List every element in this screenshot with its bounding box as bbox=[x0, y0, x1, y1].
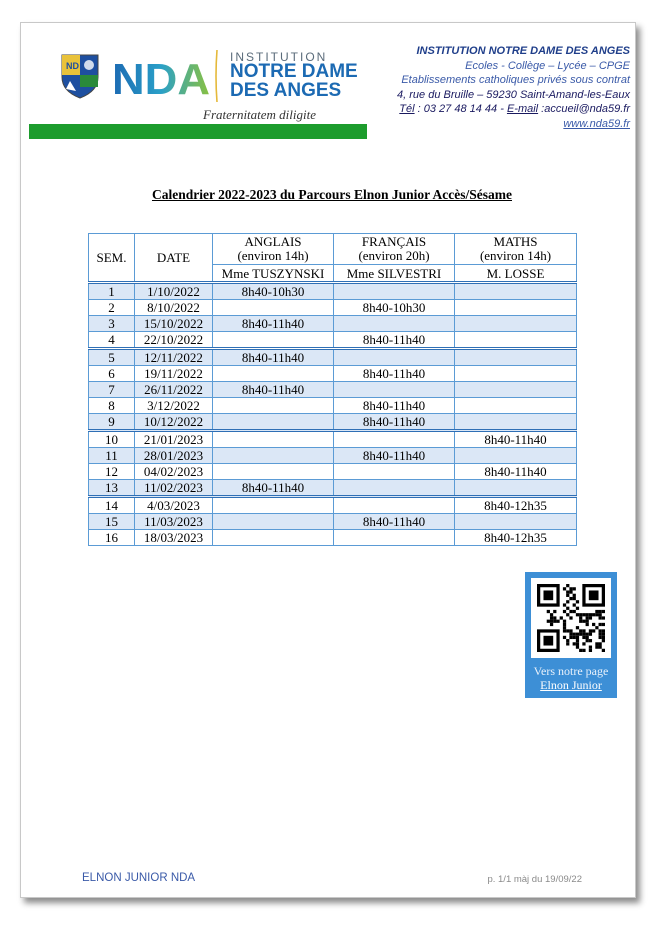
cell-date: 3/12/2022 bbox=[135, 398, 213, 414]
table-row bbox=[89, 349, 577, 366]
header-maths-label: MATHS bbox=[493, 234, 538, 249]
tel-label: Tél bbox=[399, 103, 415, 115]
cell-francais bbox=[334, 316, 455, 332]
table-row bbox=[89, 300, 577, 316]
table-row bbox=[89, 464, 577, 480]
cell-sem: 5 bbox=[89, 349, 135, 366]
cell-francais bbox=[334, 480, 455, 497]
cell-date: 26/11/2022 bbox=[135, 382, 213, 398]
cell-anglais bbox=[213, 448, 334, 464]
calendar-table bbox=[88, 233, 577, 546]
teacher-francais: Mme SILVESTRI bbox=[334, 265, 455, 283]
cell-francais: 8h40-11h40 bbox=[334, 366, 455, 382]
nda-logo bbox=[112, 56, 210, 98]
cell-sem: 10 bbox=[89, 431, 135, 448]
cell-francais: 8h40-10h30 bbox=[334, 300, 455, 316]
cell-francais: 8h40-11h40 bbox=[334, 332, 455, 349]
cell-date: 18/03/2023 bbox=[135, 530, 213, 546]
table-row bbox=[89, 316, 577, 332]
header-francais-label: FRANÇAIS bbox=[361, 234, 427, 249]
cell-maths bbox=[455, 382, 577, 398]
cell-anglais: 8h40-11h40 bbox=[213, 349, 334, 366]
cell-anglais bbox=[213, 366, 334, 382]
table-header-row bbox=[89, 234, 577, 265]
institution-name-line2: DES ANGES bbox=[230, 80, 342, 101]
cell-date: 12/11/2022 bbox=[135, 349, 213, 366]
cell-date: 1/10/2022 bbox=[135, 283, 213, 300]
coat-of-arms-icon bbox=[60, 53, 100, 99]
contact-block bbox=[380, 44, 630, 131]
cell-francais bbox=[334, 530, 455, 546]
cell-anglais: 8h40-10h30 bbox=[213, 283, 334, 300]
table-row bbox=[89, 480, 577, 497]
cell-date: 21/01/2023 bbox=[135, 431, 213, 448]
cell-date: 15/10/2022 bbox=[135, 316, 213, 332]
cell-maths bbox=[455, 398, 577, 414]
qr-caption: Vers notre page bbox=[533, 664, 609, 678]
email-value[interactable]: :accueil@nda59.fr bbox=[538, 103, 630, 115]
cell-anglais: 8h40-11h40 bbox=[213, 480, 334, 497]
cell-anglais bbox=[213, 464, 334, 480]
cell-date: 28/01/2023 bbox=[135, 448, 213, 464]
institution-label: INSTITUTION bbox=[230, 50, 328, 64]
motto: Fraternitatem diligite bbox=[203, 107, 317, 122]
cell-maths bbox=[455, 414, 577, 431]
cell-maths: 8h40-11h40 bbox=[455, 431, 577, 448]
contact-title: INSTITUTION NOTRE DAME DES ANGES bbox=[416, 45, 630, 57]
cell-sem: 8 bbox=[89, 398, 135, 414]
header-maths bbox=[455, 234, 577, 265]
logo-divider bbox=[215, 50, 218, 102]
cell-anglais bbox=[213, 514, 334, 530]
table-body bbox=[89, 283, 577, 546]
header-anglais bbox=[213, 234, 334, 265]
institution-name bbox=[230, 62, 358, 100]
table-row bbox=[89, 497, 577, 514]
cell-maths: 8h40-12h35 bbox=[455, 530, 577, 546]
contact-status: Etablissements catholiques privés sous contrat bbox=[401, 74, 630, 86]
cell-date: 4/03/2023 bbox=[135, 497, 213, 514]
cell-sem: 6 bbox=[89, 366, 135, 382]
teacher-maths: M. LOSSE bbox=[455, 265, 577, 283]
cell-sem: 4 bbox=[89, 332, 135, 349]
cell-date: 04/02/2023 bbox=[135, 464, 213, 480]
cell-francais: 8h40-11h40 bbox=[334, 398, 455, 414]
cell-maths bbox=[455, 283, 577, 300]
institution-name-line1: NOTRE DAME bbox=[230, 61, 358, 82]
cell-anglais bbox=[213, 530, 334, 546]
cell-anglais bbox=[213, 398, 334, 414]
cell-francais bbox=[334, 382, 455, 398]
cell-maths bbox=[455, 366, 577, 382]
cell-sem: 9 bbox=[89, 414, 135, 431]
header-anglais-sub: (environ 14h) bbox=[237, 248, 309, 263]
tel-value: : 03 27 48 14 44 - bbox=[414, 103, 507, 115]
cell-francais bbox=[334, 431, 455, 448]
table-row bbox=[89, 382, 577, 398]
cell-sem: 3 bbox=[89, 316, 135, 332]
table-row bbox=[89, 332, 577, 349]
table-row bbox=[89, 448, 577, 464]
table-row bbox=[89, 431, 577, 448]
cell-sem: 14 bbox=[89, 497, 135, 514]
cell-maths bbox=[455, 514, 577, 530]
cell-sem: 7 bbox=[89, 382, 135, 398]
cell-francais: 8h40-11h40 bbox=[334, 448, 455, 464]
cell-francais: 8h40-11h40 bbox=[334, 414, 455, 431]
cell-maths bbox=[455, 316, 577, 332]
cell-sem: 11 bbox=[89, 448, 135, 464]
contact-levels: Ecoles - Collège – Lycée – CPGE bbox=[465, 59, 630, 72]
cell-francais bbox=[334, 497, 455, 514]
table-row bbox=[89, 514, 577, 530]
header-maths-sub: (environ 14h) bbox=[479, 248, 552, 263]
table-row bbox=[89, 530, 577, 546]
table-row bbox=[89, 366, 577, 382]
cell-sem: 16 bbox=[89, 530, 135, 546]
footer-left: ELNON JUNIOR NDA bbox=[82, 872, 196, 884]
cell-maths bbox=[455, 332, 577, 349]
header-francais bbox=[334, 234, 455, 265]
qr-box[interactable] bbox=[525, 572, 617, 698]
cell-maths bbox=[455, 480, 577, 497]
cell-sem: 2 bbox=[89, 300, 135, 316]
table-row bbox=[89, 398, 577, 414]
cell-sem: 1 bbox=[89, 283, 135, 300]
qr-frame bbox=[531, 578, 611, 658]
cell-date: 22/10/2022 bbox=[135, 332, 213, 349]
cell-sem: 15 bbox=[89, 514, 135, 530]
cell-date: 10/12/2022 bbox=[135, 414, 213, 431]
cell-sem: 13 bbox=[89, 480, 135, 497]
footer-right: p. 1/1 màj du 19/09/22 bbox=[487, 874, 582, 885]
website-link[interactable]: www.nda59.fr bbox=[563, 117, 630, 130]
cell-date: 8/10/2022 bbox=[135, 300, 213, 316]
cell-anglais: 8h40-11h40 bbox=[213, 382, 334, 398]
document-title: Calendrier 2022-2023 du Parcours Elnon Junior Accès/Sésame bbox=[151, 187, 512, 202]
qr-code-icon[interactable] bbox=[537, 584, 605, 652]
cell-maths: 8h40-11h40 bbox=[455, 464, 577, 480]
contact-phone-email bbox=[380, 102, 630, 117]
cell-maths bbox=[455, 349, 577, 366]
green-bar bbox=[29, 124, 367, 139]
contact-address: 4, rue du Bruille – 59230 Saint-Amand-les-Eaux bbox=[397, 88, 630, 101]
cell-francais: 8h40-11h40 bbox=[334, 514, 455, 530]
svg-text:ND: ND bbox=[66, 61, 79, 71]
table-row bbox=[89, 414, 577, 431]
cell-francais bbox=[334, 283, 455, 300]
cell-sem: 12 bbox=[89, 464, 135, 480]
cell-maths bbox=[455, 448, 577, 464]
cell-date: 11/03/2023 bbox=[135, 514, 213, 530]
nda-logo-text: NDA bbox=[112, 56, 210, 98]
cell-date: 11/02/2023 bbox=[135, 480, 213, 497]
header-sem: SEM. bbox=[89, 234, 135, 283]
cell-anglais bbox=[213, 414, 334, 431]
cell-anglais bbox=[213, 332, 334, 349]
cell-maths bbox=[455, 300, 577, 316]
cell-francais bbox=[334, 464, 455, 480]
header-francais-sub: (environ 20h) bbox=[358, 248, 430, 263]
cell-anglais: 8h40-11h40 bbox=[213, 316, 334, 332]
cell-date: 19/11/2022 bbox=[135, 366, 213, 382]
cell-maths: 8h40-12h35 bbox=[455, 497, 577, 514]
header-date: DATE bbox=[135, 234, 213, 283]
cell-francais bbox=[334, 349, 455, 366]
table-row bbox=[89, 283, 577, 300]
email-label[interactable]: E-mail bbox=[506, 103, 539, 115]
cell-anglais bbox=[213, 431, 334, 448]
cell-anglais bbox=[213, 497, 334, 514]
contact-website bbox=[380, 117, 630, 132]
qr-link[interactable]: Elnon Junior bbox=[540, 678, 602, 692]
teacher-anglais: Mme TUSZYNSKI bbox=[213, 265, 334, 283]
cell-anglais bbox=[213, 300, 334, 316]
header-anglais-label: ANGLAIS bbox=[244, 234, 302, 249]
